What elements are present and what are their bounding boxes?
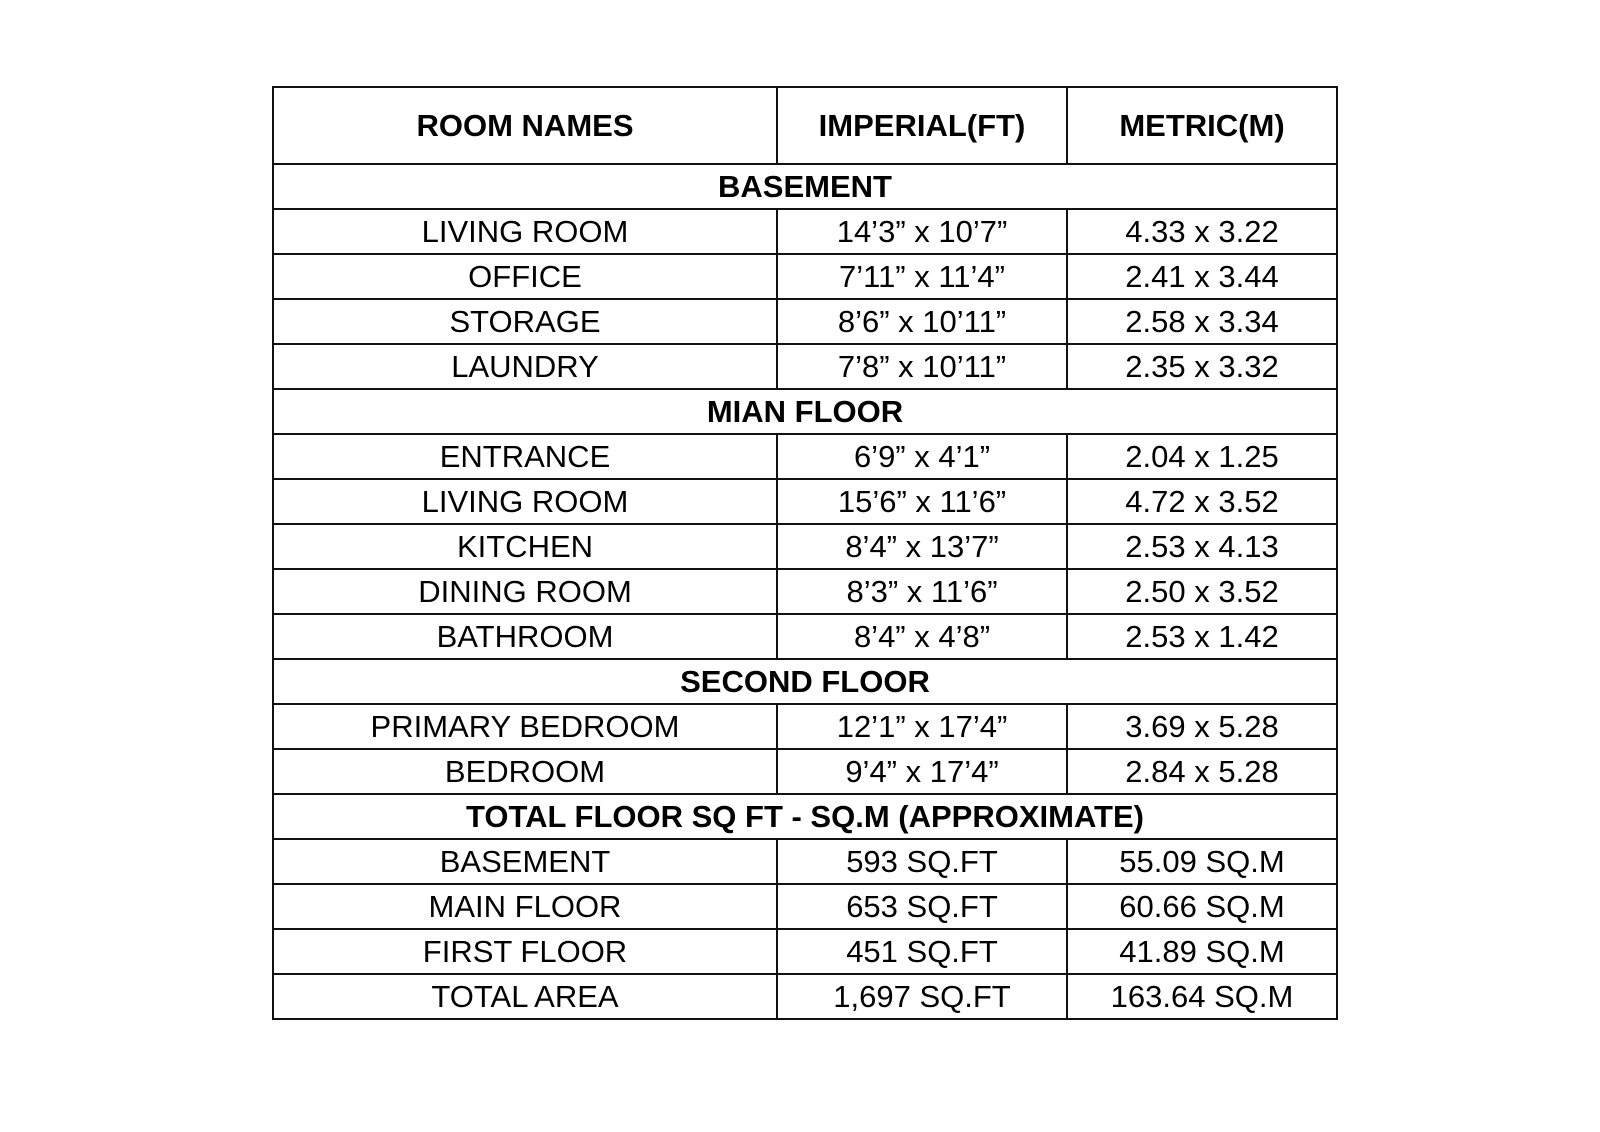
section-title: BASEMENT: [273, 164, 1337, 209]
table-row: [273, 344, 1337, 389]
header-room-names: ROOM NAMES: [273, 87, 777, 164]
header-metric: METRIC(M): [1067, 87, 1337, 164]
table-row: [273, 434, 1337, 479]
metric-value: 163.64 SQ.M: [1067, 974, 1337, 1019]
table-row: [273, 299, 1337, 344]
room-dimensions-table: [272, 86, 1338, 1020]
metric-value: 2.35 x 3.32: [1067, 344, 1337, 389]
room-name: ENTRANCE: [273, 434, 777, 479]
imperial-value: 15’6” x 11’6”: [777, 479, 1067, 524]
section-title: MIAN FLOOR: [273, 389, 1337, 434]
imperial-value: 14’3” x 10’7”: [777, 209, 1067, 254]
section-basement: [273, 164, 1337, 209]
room-name: BEDROOM: [273, 749, 777, 794]
table-row: [273, 704, 1337, 749]
table-row: [273, 749, 1337, 794]
area-name: MAIN FLOOR: [273, 884, 777, 929]
imperial-value: 1,697 SQ.FT: [777, 974, 1067, 1019]
metric-value: 2.50 x 3.52: [1067, 569, 1337, 614]
table-row: [273, 929, 1337, 974]
room-name: LIVING ROOM: [273, 479, 777, 524]
section-title: SECOND FLOOR: [273, 659, 1337, 704]
imperial-value: 7’8” x 10’11”: [777, 344, 1067, 389]
table-row: [273, 974, 1337, 1019]
imperial-value: 451 SQ.FT: [777, 929, 1067, 974]
metric-value: 4.72 x 3.52: [1067, 479, 1337, 524]
area-name: FIRST FLOOR: [273, 929, 777, 974]
imperial-value: 8’4” x 4’8”: [777, 614, 1067, 659]
room-name: BATHROOM: [273, 614, 777, 659]
imperial-value: 12’1” x 17’4”: [777, 704, 1067, 749]
room-name: LAUNDRY: [273, 344, 777, 389]
room-name: DINING ROOM: [273, 569, 777, 614]
table-row: [273, 839, 1337, 884]
room-name: OFFICE: [273, 254, 777, 299]
table-row: [273, 569, 1337, 614]
section-totals: [273, 794, 1337, 839]
metric-value: 2.04 x 1.25: [1067, 434, 1337, 479]
imperial-value: 653 SQ.FT: [777, 884, 1067, 929]
section-main-floor: [273, 389, 1337, 434]
table-row: [273, 884, 1337, 929]
area-name: BASEMENT: [273, 839, 777, 884]
header-imperial: IMPERIAL(FT): [777, 87, 1067, 164]
metric-value: 3.69 x 5.28: [1067, 704, 1337, 749]
imperial-value: 9’4” x 17’4”: [777, 749, 1067, 794]
table-row: [273, 254, 1337, 299]
metric-value: 2.53 x 4.13: [1067, 524, 1337, 569]
metric-value: 4.33 x 3.22: [1067, 209, 1337, 254]
metric-value: 2.84 x 5.28: [1067, 749, 1337, 794]
imperial-value: 593 SQ.FT: [777, 839, 1067, 884]
metric-value: 2.53 x 1.42: [1067, 614, 1337, 659]
imperial-value: 8’4” x 13’7”: [777, 524, 1067, 569]
table-header-row: [273, 87, 1337, 164]
imperial-value: 8’3” x 11’6”: [777, 569, 1067, 614]
metric-value: 2.41 x 3.44: [1067, 254, 1337, 299]
room-name: KITCHEN: [273, 524, 777, 569]
metric-value: 41.89 SQ.M: [1067, 929, 1337, 974]
table-row: [273, 524, 1337, 569]
table-row: [273, 479, 1337, 524]
metric-value: 2.58 x 3.34: [1067, 299, 1337, 344]
imperial-value: 6’9” x 4’1”: [777, 434, 1067, 479]
room-dimensions-sheet: [272, 86, 1336, 1020]
room-name: STORAGE: [273, 299, 777, 344]
room-name: LIVING ROOM: [273, 209, 777, 254]
section-title: TOTAL FLOOR SQ FT - SQ.M (APPROXIMATE): [273, 794, 1337, 839]
section-second-floor: [273, 659, 1337, 704]
metric-value: 60.66 SQ.M: [1067, 884, 1337, 929]
imperial-value: 8’6” x 10’11”: [777, 299, 1067, 344]
table-row: [273, 209, 1337, 254]
area-name: TOTAL AREA: [273, 974, 777, 1019]
table-row: [273, 614, 1337, 659]
metric-value: 55.09 SQ.M: [1067, 839, 1337, 884]
room-name: PRIMARY BEDROOM: [273, 704, 777, 749]
imperial-value: 7’11” x 11’4”: [777, 254, 1067, 299]
